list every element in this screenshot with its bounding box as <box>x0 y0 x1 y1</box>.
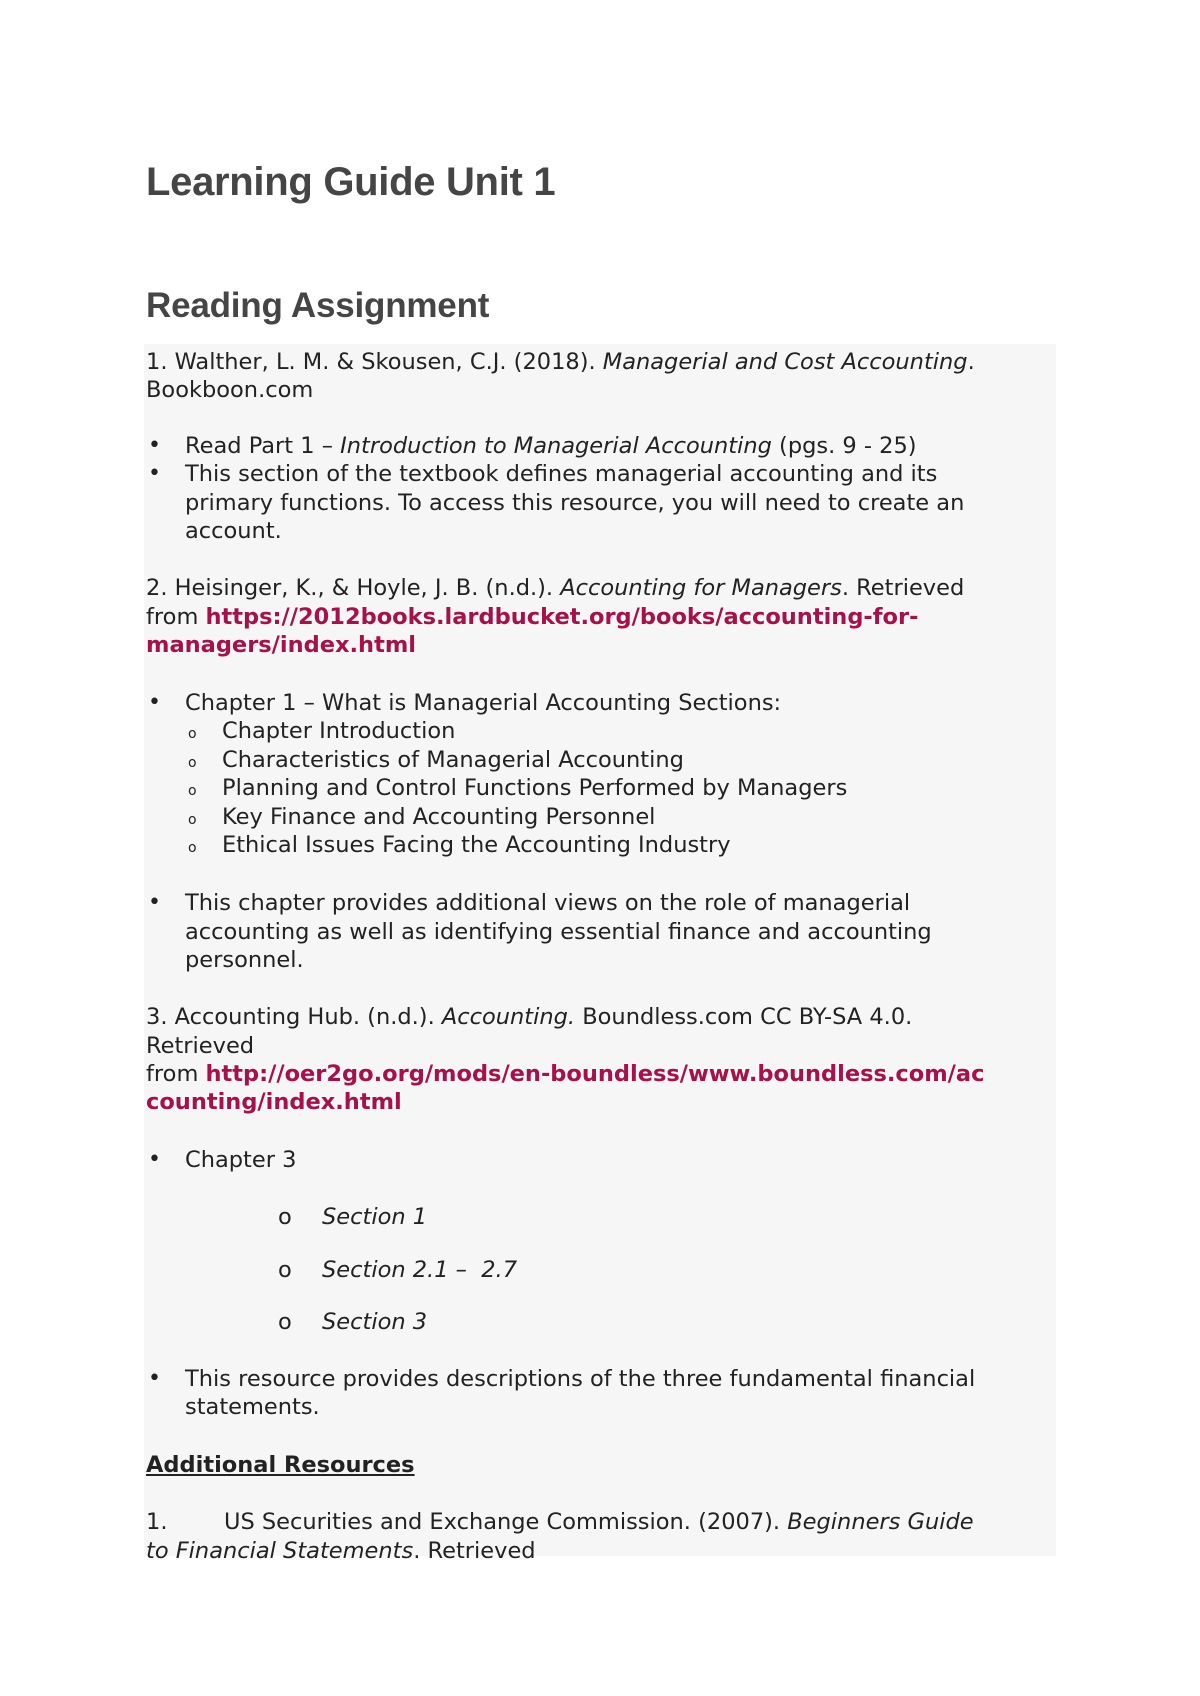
ref1-note-line-2: primary functions. To access this resource, you will need to create an <box>185 490 965 516</box>
page-title: Learning Guide Unit 1 <box>146 160 556 204</box>
bullet-marker: • <box>148 1147 161 1172</box>
ref1-note-line-1: This section of the textbook defines managerial accounting and its <box>185 461 938 487</box>
bullet-marker: • <box>148 433 161 458</box>
sub-bullet-marker: o <box>278 1309 292 1335</box>
ref2-note-line-1: This chapter provides additional views on the role of managerial <box>185 890 911 916</box>
additional-item-1-number: 1. <box>146 1509 168 1535</box>
sub-bullet-marker: o <box>188 726 197 742</box>
ref2-section-item: Key Finance and Accounting Personnel <box>222 804 656 830</box>
ref2-section-item: Ethical Issues Facing the Accounting Industry <box>222 832 731 858</box>
bullet-marker: • <box>148 461 161 486</box>
ref1-period: . <box>967 349 975 375</box>
ref1-read-part-text: Read Part 1 – <box>185 433 341 459</box>
ref1-bullet-read-part <box>185 432 917 460</box>
ref3-note-line-1: This resource provides descriptions of the three fundamental financial <box>185 1366 976 1392</box>
ref2-chapter: Chapter 1 – What is Managerial Accounting Sections: <box>185 690 782 716</box>
bullet-marker: • <box>148 1366 161 1391</box>
ref3-url-link-continued[interactable]: counting/index.html <box>146 1089 402 1115</box>
ref2-url-link[interactable]: https://2012books.lardbucket.org/books/accounting-for- <box>205 604 919 630</box>
additional-item-1-retrieved: . Retrieved <box>413 1538 536 1564</box>
ref2-note-line-3: personnel. <box>185 947 304 973</box>
ref2-section-item: Characteristics of Managerial Accounting <box>222 747 684 773</box>
ref3-retrieved: Retrieved <box>146 1033 255 1059</box>
sub-bullet-marker: o <box>188 783 197 799</box>
ref3-license: Boundless.com CC BY-SA 4.0. <box>575 1004 913 1030</box>
sub-bullet-marker: o <box>188 755 197 771</box>
additional-item-1 <box>224 1508 974 1536</box>
ref3-link-line-1 <box>146 1060 984 1088</box>
additional-item-1-source: US Securities and Exchange Commission. (2007). <box>224 1509 788 1535</box>
ref1-publisher: Bookboon.com <box>146 377 314 403</box>
ref1-part-title: Introduction to Managerial Accounting <box>340 433 772 459</box>
sub-bullet-marker: o <box>188 840 197 856</box>
additional-item-1-title: Beginners Guide <box>787 1509 974 1535</box>
ref2-section-item: Planning and Control Functions Performed by Managers <box>222 775 848 801</box>
ref3-title: Accounting. <box>441 1004 576 1030</box>
additional-item-1-title-continued: to Financial Statements <box>146 1538 414 1564</box>
additional-resources-heading: Additional Resources <box>146 1452 415 1478</box>
ref3-author-text: 3. Accounting Hub. (n.d.). <box>146 1004 442 1030</box>
ref2-author-text: 2. Heisinger, K., & Hoyle, J. B. (n.d.). <box>146 575 561 601</box>
ref3-from-text: from <box>146 1061 206 1087</box>
ref2-from-text: from <box>146 604 206 630</box>
ref3-note-line-2: statements. <box>185 1394 320 1420</box>
ref1-citation <box>146 348 975 376</box>
bullet-marker: • <box>148 890 161 915</box>
ref1-book-title: Managerial and Cost Accounting <box>602 349 968 375</box>
ref2-url-link-continued[interactable]: managers/index.html <box>146 632 416 658</box>
ref2-retrieved: . Retrieved <box>841 575 965 601</box>
reading-assignment-heading: Reading Assignment <box>146 286 490 325</box>
ref1-note-line-3: account. <box>185 518 282 544</box>
sub-bullet-marker: o <box>278 1257 292 1283</box>
ref2-citation <box>146 574 964 602</box>
bullet-marker: • <box>148 690 161 715</box>
ref3-chapter: Chapter 3 <box>185 1147 297 1173</box>
ref3-url-link[interactable]: http://oer2go.org/mods/en-boundless/www.boundless.com/ac <box>205 1061 985 1087</box>
ref3-section-item: Section 2.1 – 2.7 <box>322 1257 518 1283</box>
ref3-section-item: Section 1 <box>322 1204 428 1230</box>
ref2-section-item: Chapter Introduction <box>222 718 456 744</box>
ref2-link-line-1 <box>146 603 918 631</box>
sub-bullet-marker: o <box>188 812 197 828</box>
ref3-section-item: Section 3 <box>322 1309 428 1335</box>
ref1-pages: (pgs. 9 - 25) <box>771 433 917 459</box>
ref2-note-line-2: accounting as well as identifying essential finance and accounting <box>185 919 932 945</box>
ref1-author-text: 1. Walther, L. M. & Skousen, C.J. (2018). <box>146 349 603 375</box>
ref3-citation <box>146 1003 912 1031</box>
ref2-book-title: Accounting for Managers <box>560 575 842 601</box>
sub-bullet-marker: o <box>278 1204 292 1230</box>
additional-item-1-continued <box>146 1537 536 1565</box>
